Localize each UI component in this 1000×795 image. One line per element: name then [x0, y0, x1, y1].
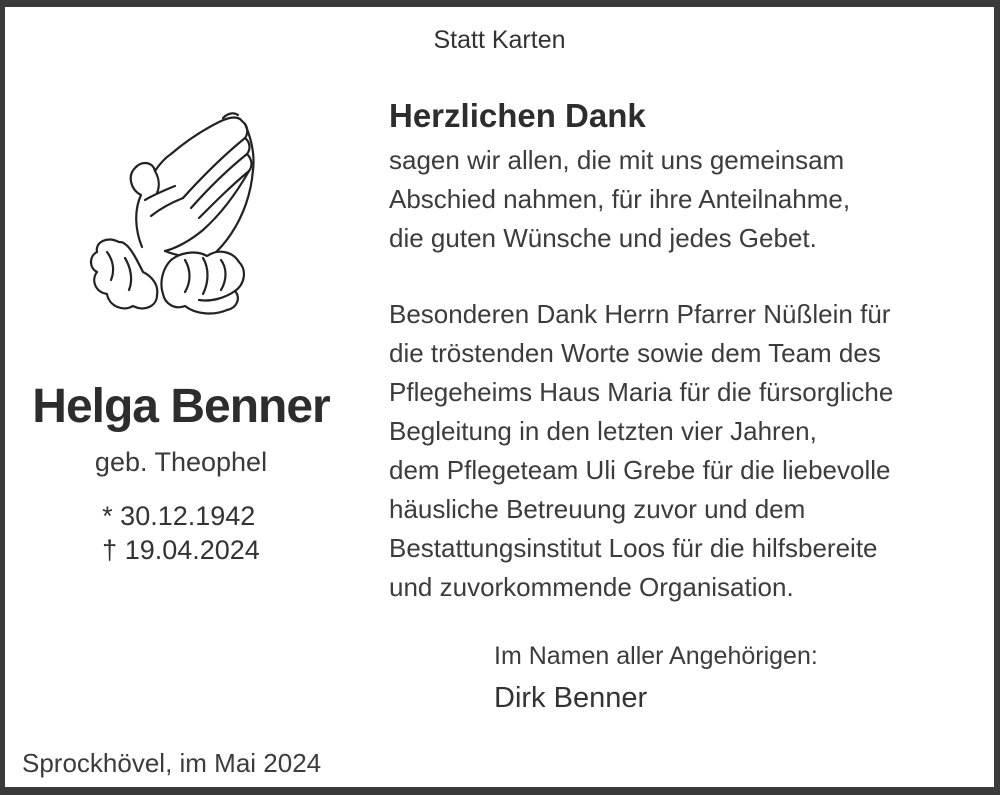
text-line: die tröstenden Worte sowie dem Team des: [389, 338, 881, 368]
text-line: die guten Wünsche und jedes Gebet.: [389, 223, 817, 253]
text-line: Begleitung in den letzten vier Jahren,: [389, 416, 817, 446]
birth-date: * 30.12.1942: [102, 501, 256, 531]
closing-intro: Im Namen aller Angehörigen:: [494, 642, 818, 670]
thanks-block: [389, 97, 1000, 607]
paragraph-gap: [389, 258, 1000, 295]
closing-name: Dirk Benner: [494, 682, 648, 714]
text-line: Besonderen Dank Herrn Pfarrer Nüßlein für: [389, 299, 891, 329]
thanks-paragraph: [389, 141, 1000, 258]
place-date: Sprockhövel, im Mai 2024: [22, 748, 322, 778]
closing-block: [494, 640, 818, 715]
death-date: † 19.04.2024: [102, 535, 260, 565]
deceased-name: Helga Benner: [32, 380, 330, 433]
text-line: Abschied nahmen, für ihre Anteilnahme,: [389, 184, 851, 214]
text-line: und zuvorkommende Organisation.: [389, 572, 794, 602]
praying-hands-icon: [85, 110, 260, 325]
text-line: Pflegeheims Haus Maria für die fürsorgliche: [389, 377, 894, 407]
text-line: dem Pflegeteam Uli Grebe für die liebevolle: [389, 455, 891, 485]
text-line: Bestattungsinstitut Loos für die hilfsbereite: [389, 533, 878, 563]
special-thanks-paragraph: [389, 295, 1000, 607]
pre-header: Statt Karten: [433, 26, 566, 54]
maiden-name: geb. Theophel: [94, 447, 268, 477]
text-line: häusliche Betreuung zuvor und dem: [389, 494, 806, 524]
notice-heading: Herzlichen Dank: [389, 97, 646, 134]
text-line: sagen wir allen, die mit uns gemeinsam: [389, 145, 845, 175]
life-dates: [5, 499, 357, 567]
